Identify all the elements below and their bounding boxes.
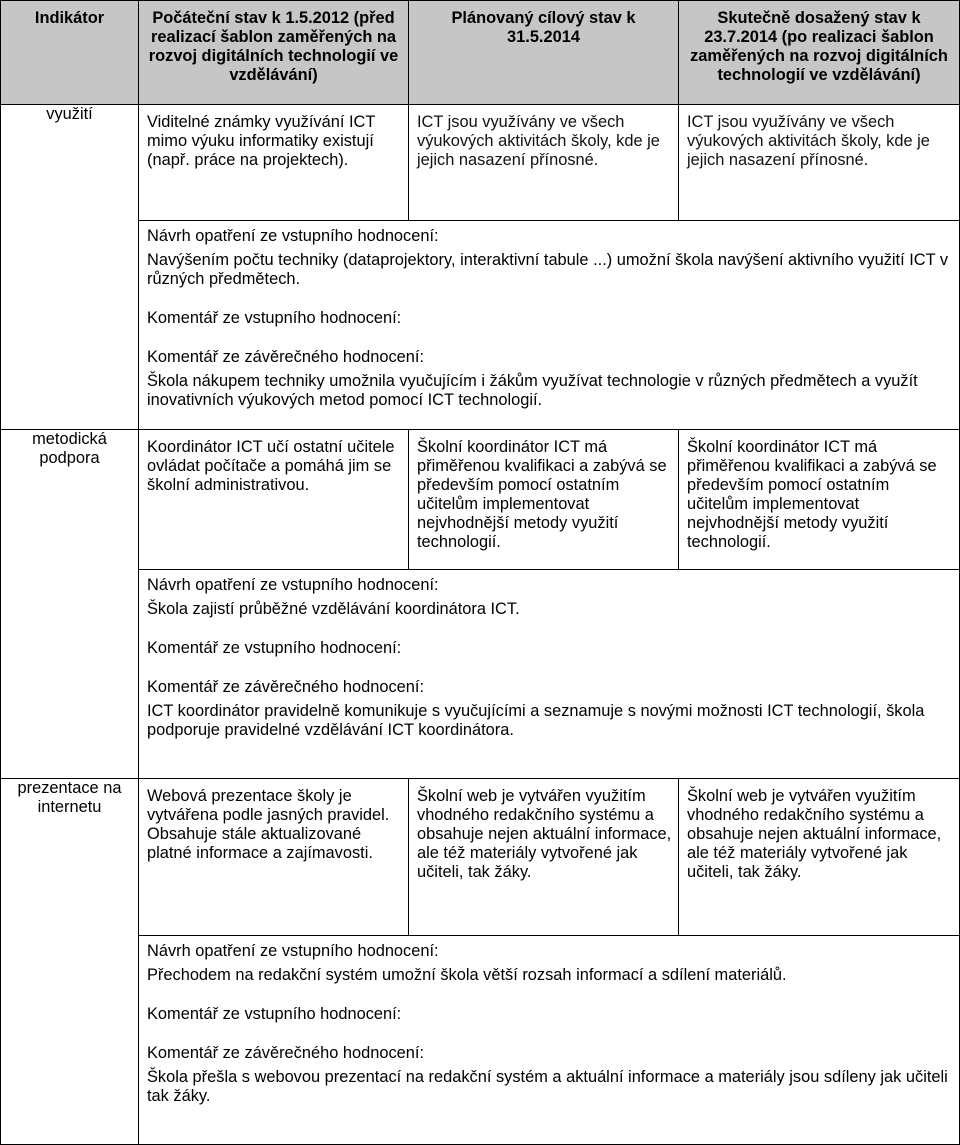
- indicator-label: prezentace na internetu: [1, 779, 139, 1145]
- indicator-label: metodická podpora: [1, 430, 139, 779]
- header-row: [1, 1, 960, 105]
- indicator-label: využití: [1, 105, 139, 430]
- proposal-text: Přechodem na redakční systém umožní škola větší rozsah informací a sdílení materiálů.: [147, 966, 787, 984]
- final-comment-label: Komentář ze závěrečného hodnocení:: [147, 1044, 425, 1062]
- header-planned-state: Plánovaný cílový stav k 31.5.2014: [409, 1, 679, 105]
- proposal-label: Návrh opatření ze vstupního hodnocení:: [147, 942, 439, 960]
- notes-cell: [139, 936, 960, 1145]
- final-comment-text: ICT koordinátor pravidelně komunikuje s vyučujícími a seznamuje s novými možnosti ICT technologií, škola podporuje pravidelné vzdělávání ICT koordinátora.: [147, 702, 925, 739]
- header-indicator: Indikátor: [1, 1, 139, 105]
- final-comment-text: Škola přešla s webovou prezentací na redakční systém a aktuální informace a materiály jsou sdíleny jak učiteli tak žáky.: [147, 1068, 948, 1105]
- section-notes-row: [1, 570, 960, 779]
- planned-state-cell: Školní koordinátor ICT má přiměřenou kvalifikaci a zabývá se především pomocí ostatním učitelům implementovat nejvhodnější metody využití technologií.: [409, 430, 679, 570]
- entry-comment-label: Komentář ze vstupního hodnocení:: [147, 1005, 402, 1023]
- initial-state-cell: Viditelné známky využívání ICT mimo výuku informatiky existují (např. práce na projektech).: [139, 105, 409, 221]
- actual-state-cell: Školní koordinátor ICT má přiměřenou kvalifikaci a zabývá se především pomocí ostatním učitelům implementovat nejvhodnější metody využití technologií.: [679, 430, 960, 570]
- header-initial-state: Počáteční stav k 1.5.2012 (před realizací šablon zaměřených na rozvoj digitálních technologií ve vzdělávání): [139, 1, 409, 105]
- notes-cell: [139, 570, 960, 779]
- entry-comment-label: Komentář ze vstupního hodnocení:: [147, 639, 402, 657]
- final-comment-label: Komentář ze závěrečného hodnocení:: [147, 348, 425, 366]
- section-notes-row: [1, 936, 960, 1145]
- planned-state-cell: ICT jsou využívány ve všech výukových aktivitách školy, kde je jejich nasazení přínosné.: [409, 105, 679, 221]
- section-row: [1, 430, 960, 570]
- actual-state-cell: ICT jsou využívány ve všech výukových aktivitách školy, kde je jejich nasazení přínosné.: [679, 105, 960, 221]
- section-row: [1, 105, 960, 221]
- section-row: [1, 779, 960, 936]
- initial-state-cell: Webová prezentace školy je vytvářena podle jasných pravidel. Obsahuje stále aktualizované platné informace a zajímavosti.: [139, 779, 409, 936]
- section-notes-row: [1, 221, 960, 430]
- proposal-label: Návrh opatření ze vstupního hodnocení:: [147, 576, 439, 594]
- header-actual-state: Skutečně dosažený stav k 23.7.2014 (po realizaci šablon zaměřených na rozvoj digitálních technologií ve vzdělávání): [679, 1, 960, 105]
- proposal-label: Návrh opatření ze vstupního hodnocení:: [147, 227, 439, 245]
- proposal-text: Škola zajistí průběžné vzdělávání koordinátora ICT.: [147, 600, 520, 618]
- final-comment-label: Komentář ze závěrečného hodnocení:: [147, 678, 425, 696]
- final-comment-text: Škola nákupem techniky umožnila vyučujícím i žákům využívat technologie v různých předmětech a využít inovativních výukových metod pomocí ICT technologií.: [147, 372, 918, 409]
- initial-state-cell: Koordinátor ICT učí ostatní učitele ovládat počítače a pomáhá jim se školní administrativou.: [139, 430, 409, 570]
- planned-state-cell: Školní web je vytvářen využitím vhodného redakčního systému a obsahuje nejen aktuální informace, ale též materiály vytvořené jak učiteli, tak žáky.: [409, 779, 679, 936]
- proposal-text: Navýšením počtu techniky (dataprojektory, interaktivní tabule ...) umožní škola navýšení aktivního využití ICT v různých předmětech.: [147, 251, 949, 288]
- entry-comment-label: Komentář ze vstupního hodnocení:: [147, 309, 402, 327]
- actual-state-cell: Školní web je vytvářen využitím vhodného redakčního systému a obsahuje nejen aktuální informace, ale též materiály vytvořené jak učiteli, tak žáky.: [679, 779, 960, 936]
- notes-cell: [139, 221, 960, 430]
